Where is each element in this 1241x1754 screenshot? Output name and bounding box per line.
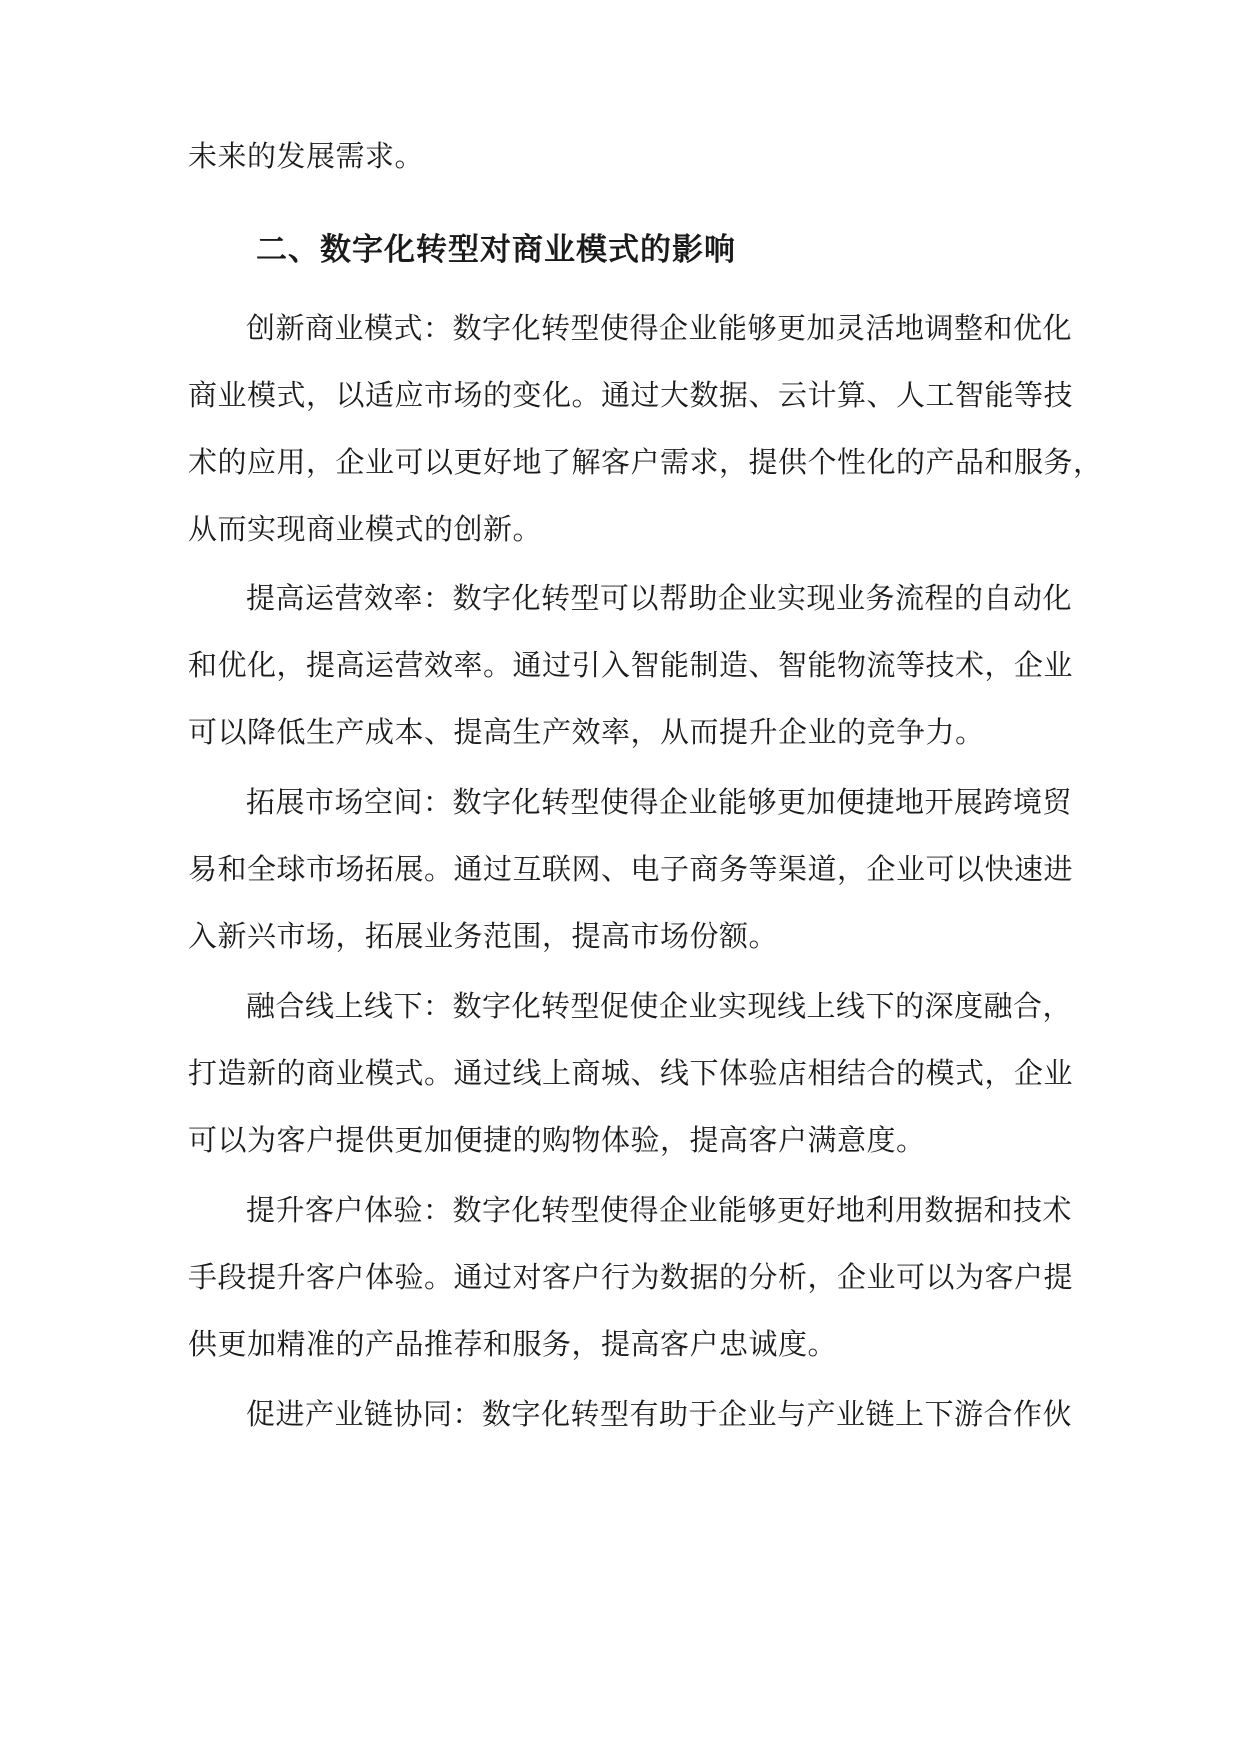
- paragraph-line: 打造新的商业模式。通过线上商城、线下体验店相结合的模式，企业: [188, 1056, 1074, 1090]
- paragraph-line: 未来的发展需求。: [188, 139, 425, 173]
- paragraph-line: 可以降低生产成本、提高生产效率，从而提升企业的竞争力。: [188, 715, 985, 749]
- paragraph-line: 提升客户体验：数字化转型使得企业能够更好地利用数据和技术: [246, 1193, 1073, 1227]
- paragraph-line: 提高运营效率：数字化转型可以帮助企业实现业务流程的自动化: [246, 581, 1073, 615]
- paragraph-line: 入新兴市场，拓展业务范围，提高市场份额。: [188, 919, 779, 953]
- paragraph-line: 创新商业模式：数字化转型使得企业能够更加灵活地调整和优化: [246, 311, 1073, 345]
- paragraph-line: 和优化，提高运营效率。通过引入智能制造、智能物流等技术，企业: [188, 648, 1074, 682]
- paragraph-line: 易和全球市场拓展。通过互联网、电子商务等渠道，企业可以快速进: [188, 852, 1074, 886]
- section-heading: 二、数字化转型对商业模式的影响: [256, 232, 736, 268]
- paragraph-line: 融合线上线下：数字化转型促使企业实现线上线下的深度融合，: [246, 989, 1073, 1023]
- paragraph-line: 供更加精准的产品推荐和服务，提高客户忠诚度。: [188, 1327, 838, 1361]
- paragraph-line: 从而实现商业模式的创新。: [188, 512, 543, 546]
- paragraph-line: 促进产业链协同：数字化转型有助于企业与产业链上下游合作伙: [246, 1397, 1073, 1431]
- paragraph-line: 手段提升客户体验。通过对客户行为数据的分析，企业可以为客户提: [188, 1260, 1074, 1294]
- paragraph-line: 商业模式，以适应市场的变化。通过大数据、云计算、人工智能等技: [188, 378, 1074, 412]
- paragraph-line: 拓展市场空间：数字化转型使得企业能够更加便捷地开展跨境贸: [246, 785, 1073, 819]
- paragraph-line: 可以为客户提供更加便捷的购物体验，提高客户满意度。: [188, 1123, 926, 1157]
- paragraph-line: 术的应用，企业可以更好地了解客户需求，提供个性化的产品和服务，: [188, 445, 1103, 479]
